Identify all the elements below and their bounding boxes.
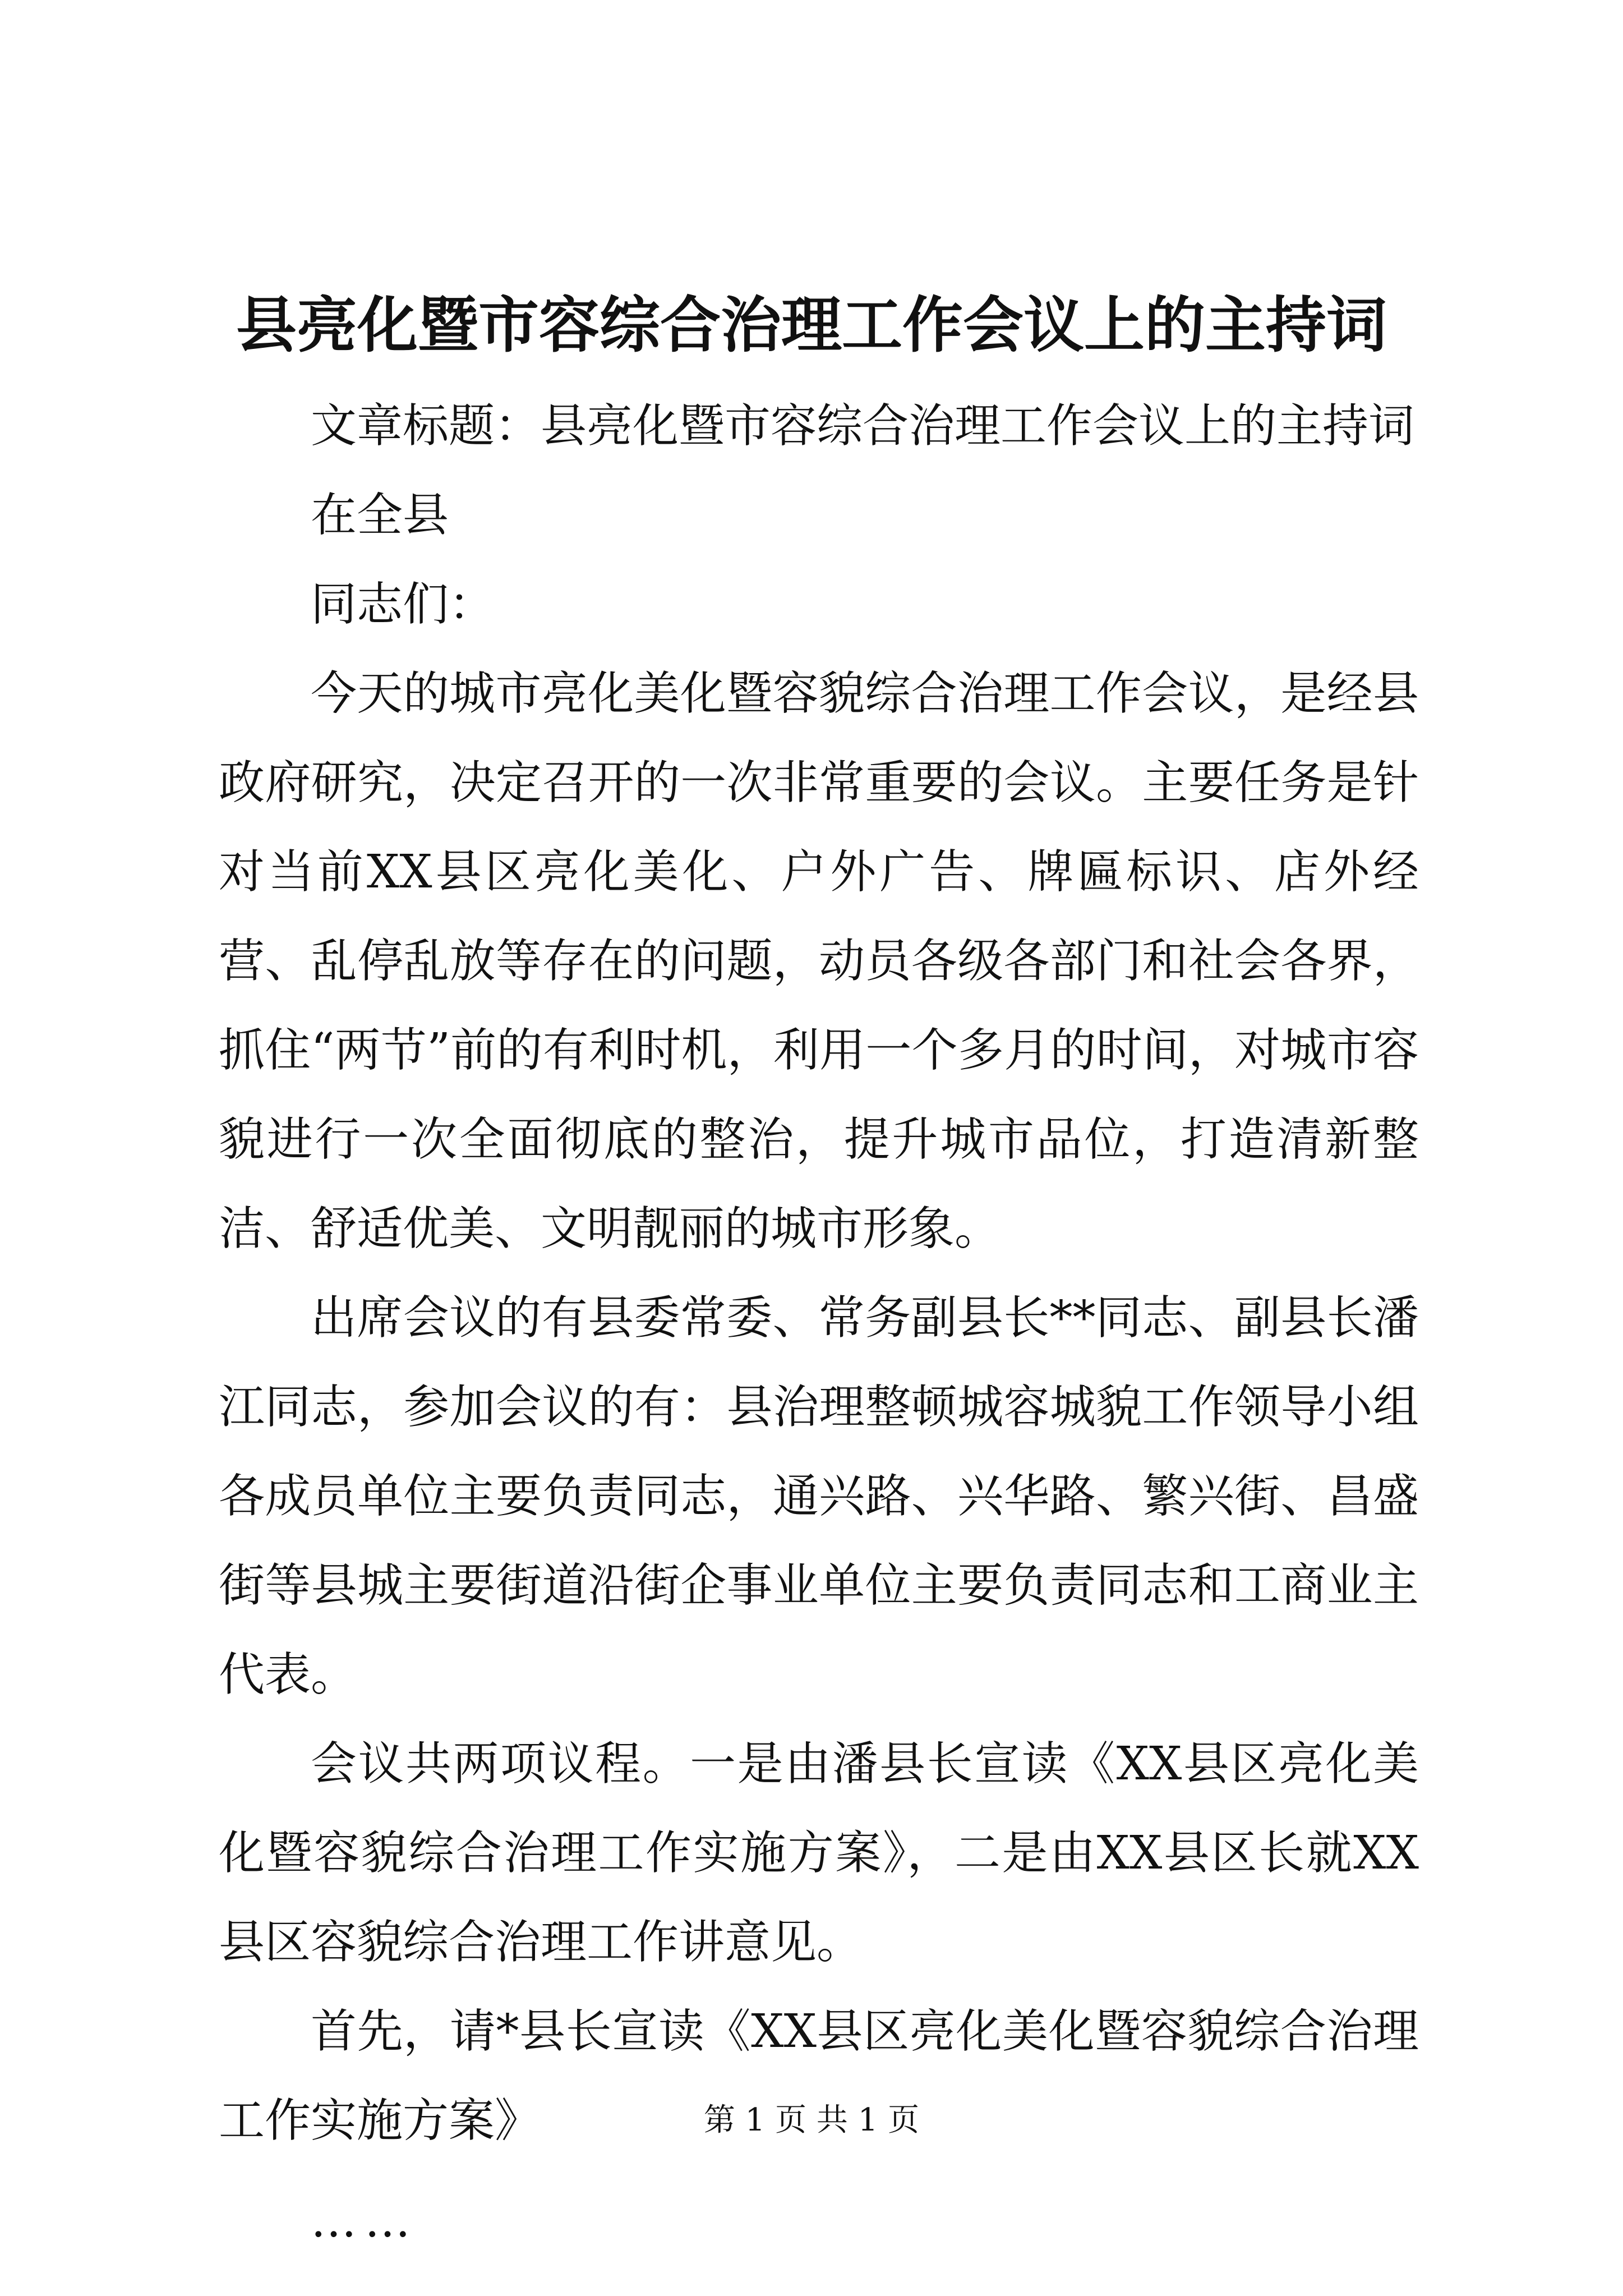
- salutation: 同志们：: [311, 578, 495, 631]
- paragraph-first-item: 首先，请*县长宣读《XX县区亮化美化暨容貌综合治理工作实施方案》: [219, 2005, 1419, 2147]
- ellipsis: ……: [311, 2194, 418, 2248]
- document-body: [219, 381, 1419, 2266]
- location-line: 在全县: [311, 489, 449, 542]
- paragraph-meeting-purpose: 今天的城市亮化美化暨容貌综合治理工作会议，是经县政府研究，决定召开的一次非常重要的会议。主要任务是针对当前XX县区亮化美化、户外广告、牌匾标识、店外经营、乱停乱放等存在的问题，动员各级各部门和社会各界，抓住“两节”前的有利时机，利用一个多月的时间，对城市容貌进行一次全面彻底的整治，提升城市品位，打造清新整洁、舒适优美、文明靓丽的城市形象。: [219, 667, 1419, 1255]
- paragraph-agenda: 会议共两项议程。一是由潘县长宣读《XX县区亮化美化暨容貌综合治理工作实施方案》，二是由XX县区长就XX县区容貌综合治理工作讲意见。: [219, 1737, 1419, 1969]
- article-title-line: 文章标题：县亮化暨市容综合治理工作会议上的主持词: [311, 399, 1415, 453]
- paragraph-attendees: 出席会议的有县委常委、常务副县长**同志、副县长潘江同志，参加会议的有：县治理整顿城容城貌工作领导小组各成员单位主要负责同志，通兴路、兴华路、繁兴街、昌盛街等县城主要街道沿街企事业单位主要负责同志和工商业主代表。: [219, 1291, 1419, 1701]
- document-title: 县亮化暨市容综合治理工作会议上的主持词: [236, 290, 1387, 361]
- page-footer: 第 1 页 共 1 页: [703, 2102, 920, 2138]
